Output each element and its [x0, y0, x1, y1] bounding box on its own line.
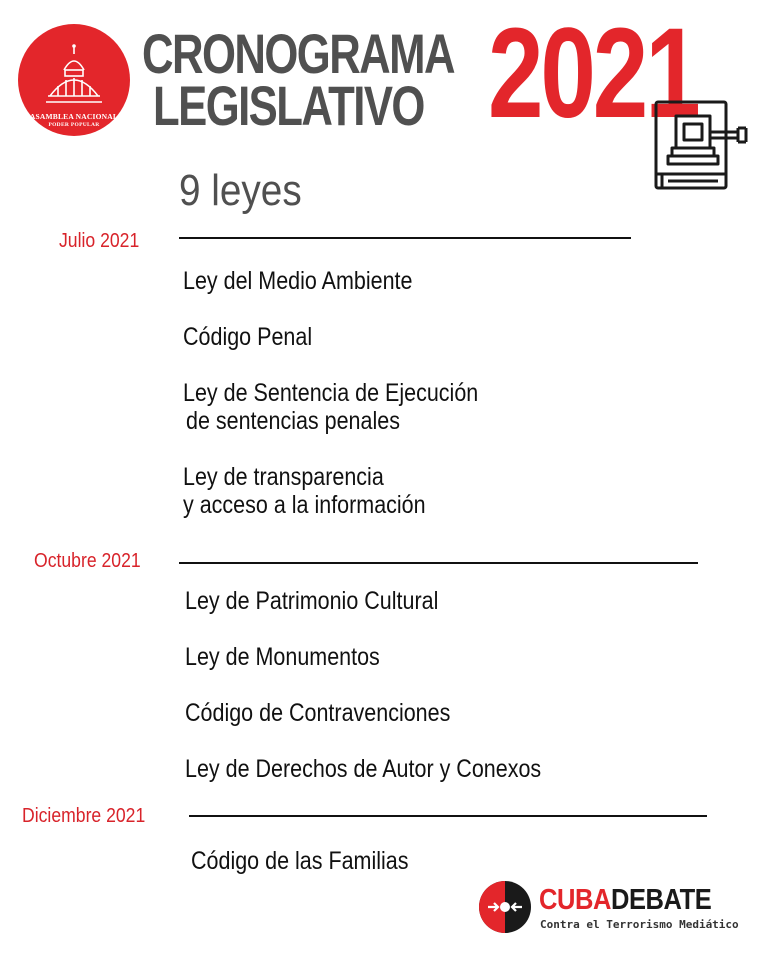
law-item: Ley de transparencia — [183, 463, 384, 491]
brand-part-cuba: CUBA — [539, 884, 611, 916]
law-item-continued: y acceso a la información — [183, 491, 426, 519]
month-label-diciembre: Diciembre 2021 — [22, 805, 146, 827]
title-line-1: CRONOGRAMA — [142, 22, 454, 85]
law-book-gavel-icon — [652, 98, 752, 194]
title-year: 2021 — [488, 2, 698, 145]
law-item: Ley de Monumentos — [185, 643, 380, 671]
section-divider — [179, 562, 698, 564]
law-item: Código de Contravenciones — [185, 699, 451, 727]
month-label-julio: Julio 2021 — [59, 230, 140, 252]
law-item: Ley de Derechos de Autor y Conexos — [185, 755, 542, 783]
cubadebate-logo-icon — [478, 880, 532, 934]
law-item: Código Penal — [183, 323, 313, 351]
logo-line-2: PODER POPULAR — [48, 122, 100, 128]
law-item: Ley de Sentencia de Ejecución — [183, 379, 479, 407]
section-divider — [179, 237, 631, 239]
law-item: Ley de Patrimonio Cultural — [185, 587, 439, 615]
law-item: Ley del Medio Ambiente — [183, 267, 413, 295]
title-line-2: LEGISLATIVO — [153, 74, 424, 137]
law-item-continued: de sentencias penales — [186, 407, 400, 435]
cubadebate-tagline: Contra el Terrorismo Mediático — [540, 918, 739, 931]
law-item: Código de las Familias — [191, 847, 409, 875]
section-divider — [189, 815, 707, 817]
subtitle: 9 leyes — [179, 166, 302, 215]
month-label-octubre: Octubre 2021 — [34, 550, 141, 572]
logo-line-1: ASAMBLEA NACIONAL — [29, 112, 119, 121]
asamblea-nacional-logo — [18, 24, 130, 136]
brand-part-debate: DEBATE — [610, 884, 712, 916]
cubadebate-wordmark — [539, 884, 711, 916]
